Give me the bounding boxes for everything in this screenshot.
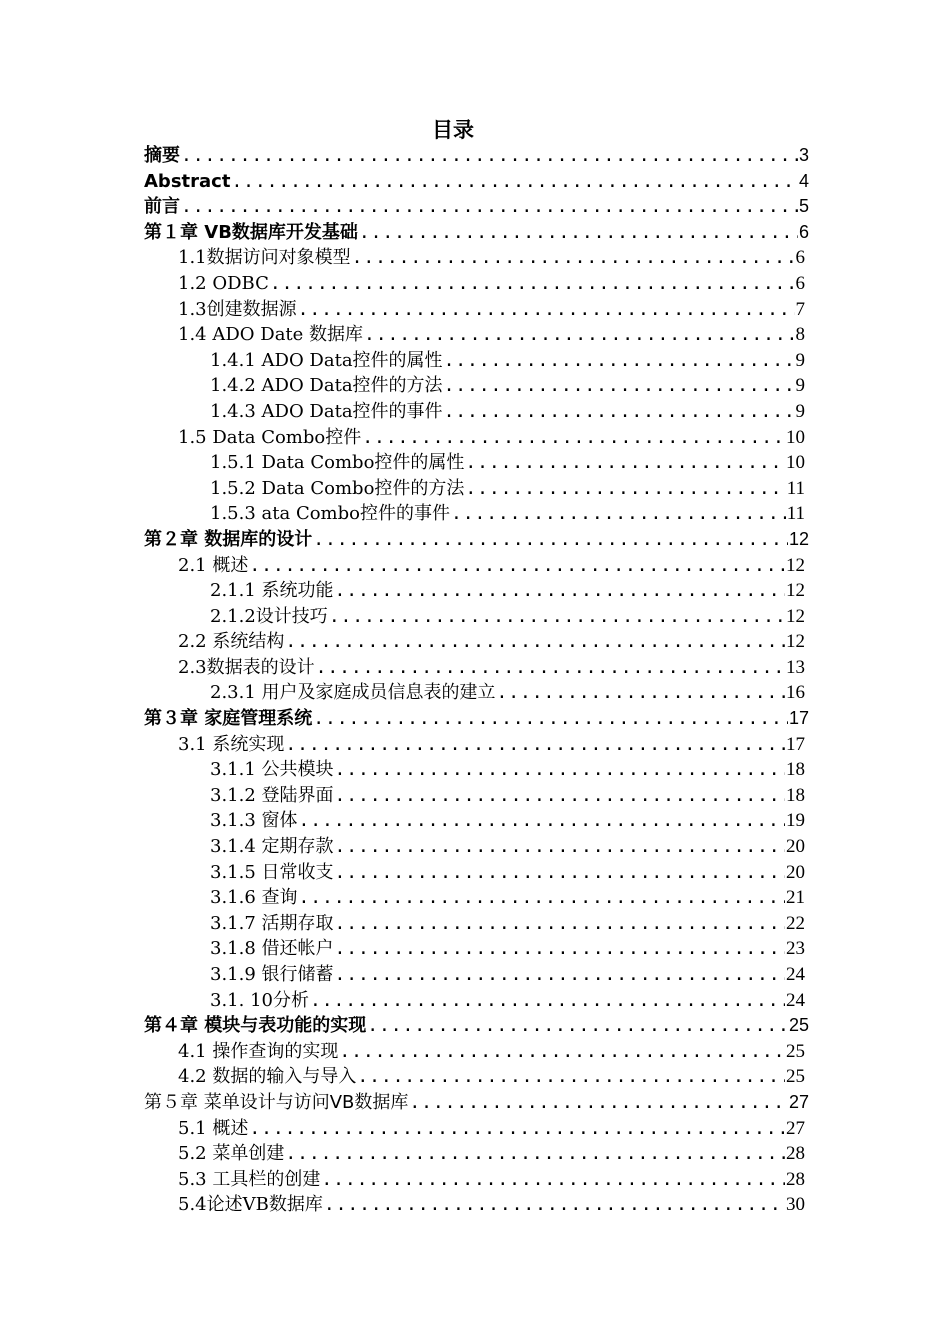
toc-entry-label: 1.4.2 ADO Data控件的方法 bbox=[210, 375, 443, 397]
toc-entry-page-number: 28 bbox=[786, 1143, 805, 1165]
toc-entry-label: 2.3.1 用户及家庭成员信息表的建立 bbox=[210, 682, 496, 704]
toc-entry-label: 1.5 Data Combo控件 bbox=[178, 426, 362, 448]
toc-entry-page-number: 25 bbox=[786, 1040, 805, 1062]
toc-dot-leader bbox=[298, 297, 795, 323]
toc-entry[interactable] bbox=[144, 348, 809, 374]
toc-title: 目录 bbox=[432, 118, 474, 142]
toc-entry-label: 第２章 数据库的设计 bbox=[144, 528, 313, 550]
toc-entry-page-number: 17 bbox=[786, 733, 805, 755]
toc-dot-leader bbox=[451, 501, 786, 527]
toc-dot-leader bbox=[310, 988, 785, 1014]
toc-dot-leader bbox=[249, 1116, 785, 1142]
toc-dot-leader bbox=[335, 911, 785, 937]
toc-entry-label: 3.1.3 窗体 bbox=[210, 810, 298, 832]
toc-entry[interactable] bbox=[144, 834, 809, 860]
toc-entry-label: 3.1.7 活期存取 bbox=[210, 912, 334, 934]
toc-dot-leader bbox=[335, 936, 785, 962]
toc-dot-leader bbox=[357, 1064, 785, 1090]
toc-entry-page-number: 24 bbox=[786, 989, 805, 1011]
toc-entry[interactable] bbox=[144, 885, 809, 911]
toc-entry[interactable] bbox=[144, 1064, 809, 1090]
toc-entry-label: 1.4.1 ADO Data控件的属性 bbox=[210, 349, 443, 371]
toc-entry-label: 3.1.8 借还帐户 bbox=[210, 938, 334, 960]
toc-entry[interactable] bbox=[144, 322, 809, 348]
toc-entry-label: 1.4.3 ADO Data控件的事件 bbox=[210, 400, 443, 422]
toc-entry-page-number: 27 bbox=[788, 1091, 809, 1112]
toc-entry[interactable] bbox=[144, 553, 809, 579]
toc-entry[interactable] bbox=[144, 988, 809, 1014]
toc-entry-page-number: 12 bbox=[786, 631, 805, 653]
toc-dot-leader bbox=[329, 604, 785, 630]
toc-entry-label: 4.1 操作查询的实现 bbox=[178, 1040, 339, 1062]
toc-entry-page-number: 4 bbox=[798, 170, 809, 191]
toc-dot-leader bbox=[249, 553, 785, 579]
toc-entry-label: 2.1.1 系统功能 bbox=[210, 580, 334, 602]
toc-dot-leader bbox=[285, 629, 785, 655]
toc-entry-label: Abstract bbox=[144, 170, 231, 192]
toc-entry-label: 3.1.4 定期存款 bbox=[210, 836, 334, 858]
toc-entry-page-number: 11 bbox=[786, 477, 805, 499]
toc-dot-leader bbox=[339, 1039, 785, 1065]
toc-entry-page-number: 6 bbox=[798, 221, 809, 242]
toc-dot-leader bbox=[313, 527, 788, 553]
toc-dot-leader bbox=[362, 425, 785, 451]
toc-entry-page-number: 5 bbox=[798, 196, 809, 217]
toc-entry[interactable] bbox=[144, 220, 809, 246]
toc-dot-leader bbox=[181, 194, 798, 220]
toc-entry-label: 5.1 概述 bbox=[178, 1117, 249, 1139]
toc-entry[interactable] bbox=[144, 655, 809, 681]
toc-entry-label: 5.4论述VB数据库 bbox=[178, 1194, 323, 1216]
toc-entry-label: 4.2 数据的输入与导入 bbox=[178, 1066, 357, 1088]
toc-entry-label: 摘要 bbox=[144, 145, 180, 166]
toc-entry[interactable] bbox=[144, 245, 809, 271]
toc-entry-page-number: 23 bbox=[786, 938, 805, 960]
toc-dot-leader bbox=[321, 1167, 785, 1193]
toc-entry-label: 第５章 菜单设计与访问VB数据库 bbox=[144, 1091, 409, 1113]
toc-dot-leader bbox=[299, 808, 785, 834]
toc-entry-label: 第３章 家庭管理系统 bbox=[144, 708, 313, 730]
toc-entry-page-number: 30 bbox=[786, 1194, 805, 1216]
toc-entry-label: 3.1.1 公共模块 bbox=[210, 759, 334, 781]
toc-entry-label: 5.3 工具栏的创建 bbox=[178, 1168, 321, 1190]
toc-entry-page-number: 9 bbox=[795, 375, 805, 397]
toc-entry-label: 1.1数据访问对象模型 bbox=[178, 247, 351, 269]
toc-entry-page-number: 12 bbox=[788, 528, 809, 549]
toc-dot-leader bbox=[299, 885, 785, 911]
toc-entry-label: 1.3创建数据源 bbox=[178, 298, 297, 320]
toc-entry-label: 第１章 VB数据库开发基础 bbox=[144, 221, 358, 243]
toc-entry-label: 2.2 系统结构 bbox=[178, 631, 285, 653]
toc-entry-page-number: 12 bbox=[786, 605, 805, 627]
toc-entry-page-number: 20 bbox=[786, 861, 805, 883]
toc-entry-label: 3.1.6 查询 bbox=[210, 887, 298, 909]
toc-entry[interactable] bbox=[144, 194, 809, 220]
toc-entry[interactable] bbox=[144, 143, 809, 169]
toc-entry-page-number: 9 bbox=[795, 400, 805, 422]
toc-dot-leader bbox=[231, 169, 798, 195]
table-of-contents bbox=[144, 143, 809, 1218]
toc-entry-label: 1.2 ODBC bbox=[178, 272, 269, 294]
toc-entry-label: 5.2 菜单创建 bbox=[178, 1143, 285, 1165]
toc-entry[interactable] bbox=[144, 936, 809, 962]
toc-entry-page-number: 7 bbox=[795, 298, 805, 320]
toc-entry[interactable] bbox=[144, 604, 809, 630]
toc-entry[interactable] bbox=[144, 1116, 809, 1142]
toc-entry[interactable] bbox=[144, 1039, 809, 1065]
toc-entry-page-number: 24 bbox=[786, 964, 805, 985]
toc-entry-label: 1.5.1 Data Combo控件的属性 bbox=[210, 452, 465, 474]
toc-entry-label: 2.1 概述 bbox=[178, 554, 249, 576]
toc-dot-leader bbox=[270, 271, 795, 297]
toc-entry-page-number: 6 bbox=[795, 272, 805, 294]
toc-entry-page-number: 19 bbox=[786, 810, 805, 832]
toc-entry-label: 1.5.2 Data Combo控件的方法 bbox=[210, 477, 465, 499]
toc-entry-page-number: 16 bbox=[786, 682, 805, 704]
toc-entry[interactable] bbox=[144, 399, 809, 425]
toc-entry-label: 3.1. 10分析 bbox=[210, 989, 309, 1011]
toc-entry[interactable] bbox=[144, 450, 809, 476]
toc-entry[interactable] bbox=[144, 169, 809, 195]
toc-dot-leader bbox=[335, 757, 785, 783]
toc-entry-page-number: 9 bbox=[795, 349, 805, 371]
toc-entry[interactable] bbox=[144, 962, 809, 988]
toc-entry-label: 1.5.3 ata Combo控件的事件 bbox=[210, 503, 450, 525]
toc-entry-page-number: 17 bbox=[788, 708, 809, 729]
toc-dot-leader bbox=[335, 834, 785, 860]
toc-entry-label: 2.3数据表的设计 bbox=[178, 656, 315, 678]
toc-entry-page-number: 10 bbox=[786, 426, 805, 448]
toc-dot-leader bbox=[444, 348, 795, 374]
toc-entry[interactable] bbox=[144, 1167, 809, 1193]
toc-entry-label: 3.1.5 日常收支 bbox=[210, 861, 334, 883]
toc-dot-leader bbox=[335, 578, 785, 604]
toc-entry-label: 3.1.2 登陆界面 bbox=[210, 784, 334, 806]
toc-entry[interactable] bbox=[144, 527, 809, 553]
toc-entry[interactable] bbox=[144, 578, 809, 604]
toc-entry[interactable] bbox=[144, 706, 809, 732]
toc-entry-label: 2.1.2设计技巧 bbox=[210, 605, 328, 627]
toc-entry[interactable] bbox=[144, 757, 809, 783]
toc-dot-leader bbox=[444, 399, 795, 425]
toc-entry[interactable] bbox=[144, 783, 809, 809]
toc-dot-leader bbox=[285, 1141, 785, 1167]
toc-entry[interactable] bbox=[144, 1192, 809, 1218]
toc-entry[interactable] bbox=[144, 271, 809, 297]
toc-entry-page-number: 12 bbox=[786, 580, 805, 602]
toc-entry[interactable] bbox=[144, 476, 809, 502]
toc-dot-leader bbox=[364, 322, 794, 348]
toc-dot-leader bbox=[316, 655, 785, 681]
toc-entry-page-number: 8 bbox=[795, 324, 805, 346]
toc-entry[interactable] bbox=[144, 808, 809, 834]
toc-entry[interactable] bbox=[144, 501, 809, 527]
toc-entry[interactable] bbox=[144, 732, 809, 758]
toc-dot-leader bbox=[335, 860, 785, 886]
toc-entry[interactable] bbox=[144, 297, 809, 323]
toc-dot-leader bbox=[285, 732, 785, 758]
toc-entry[interactable] bbox=[144, 860, 809, 886]
toc-dot-leader bbox=[465, 476, 785, 502]
toc-entry[interactable] bbox=[144, 1013, 809, 1039]
toc-entry-page-number: 22 bbox=[786, 912, 805, 934]
toc-entry[interactable] bbox=[144, 425, 809, 451]
toc-entry-label: 1.4 ADO Date 数据库 bbox=[178, 324, 364, 346]
toc-entry-page-number: 18 bbox=[786, 759, 805, 781]
toc-dot-leader bbox=[181, 143, 798, 169]
toc-entry-label: 第４章 模块与表功能的实现 bbox=[144, 1015, 367, 1037]
toc-dot-leader bbox=[465, 450, 785, 476]
toc-entry-page-number: 28 bbox=[786, 1168, 805, 1190]
toc-dot-leader bbox=[335, 962, 785, 988]
toc-entry-label: 3.1 系统实现 bbox=[178, 733, 285, 755]
toc-dot-leader bbox=[367, 1013, 788, 1039]
toc-entry-page-number: 25 bbox=[788, 1015, 809, 1036]
toc-dot-leader bbox=[324, 1192, 785, 1218]
toc-entry[interactable] bbox=[144, 1141, 809, 1167]
toc-entry[interactable] bbox=[144, 373, 809, 399]
toc-dot-leader bbox=[409, 1090, 788, 1116]
toc-dot-leader bbox=[313, 706, 788, 732]
toc-entry[interactable] bbox=[144, 1090, 809, 1116]
toc-entry-page-number: 18 bbox=[786, 784, 805, 806]
toc-entry-page-number: 13 bbox=[786, 656, 805, 678]
toc-entry-page-number: 10 bbox=[786, 452, 805, 474]
toc-entry-page-number: 20 bbox=[786, 836, 805, 858]
toc-dot-leader bbox=[352, 245, 795, 271]
toc-entry[interactable] bbox=[144, 629, 809, 655]
toc-entry-label: 前言 bbox=[144, 196, 180, 218]
toc-entry[interactable] bbox=[144, 911, 809, 937]
toc-entry[interactable] bbox=[144, 680, 809, 706]
toc-entry-page-number: 3 bbox=[798, 145, 809, 165]
toc-dot-leader bbox=[335, 783, 785, 809]
toc-dot-leader bbox=[444, 373, 795, 399]
toc-dot-leader bbox=[359, 220, 798, 246]
toc-entry-page-number: 25 bbox=[786, 1066, 805, 1088]
toc-dot-leader bbox=[497, 680, 785, 706]
toc-entry-page-number: 12 bbox=[786, 554, 805, 576]
toc-entry-page-number: 27 bbox=[786, 1117, 805, 1139]
toc-entry-page-number: 21 bbox=[786, 887, 805, 909]
toc-entry-page-number: 6 bbox=[795, 247, 805, 269]
toc-entry-label: 3.1.9 银行储蓄 bbox=[210, 964, 334, 985]
toc-entry-page-number: 11 bbox=[786, 503, 805, 525]
